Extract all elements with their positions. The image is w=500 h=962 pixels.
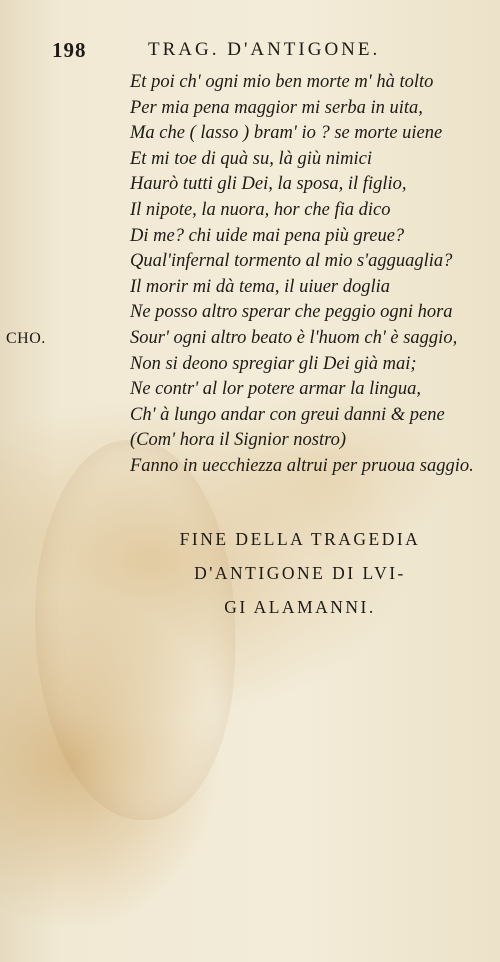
verse-line (80, 172, 480, 198)
verse-text: Haurò tutti gli Dei, la sposa, il figlio, (130, 174, 407, 195)
verse-line (80, 403, 480, 429)
verse-text: Per mia pena maggior mi serba in uita, (130, 97, 423, 118)
water-stain (35, 440, 235, 820)
verse-line (80, 275, 480, 301)
page-number: 198 (52, 38, 87, 62)
verse-text: (Com' hora il Signior nostro) (130, 430, 347, 451)
verse-line (80, 352, 480, 378)
verse-line (80, 224, 480, 250)
speaker-label: CHO. (6, 329, 46, 347)
verse-line (80, 70, 480, 96)
verse-text: Ne posso altro sperar che peggio ogni hora (130, 302, 453, 323)
verse-line (6, 326, 480, 352)
verse-line (80, 249, 480, 275)
colophon-line: D'ANTIGONE DI LVI- (194, 563, 406, 583)
verse-line (80, 121, 480, 147)
verse-text: Et mi toe di quà su, là giù nimici (130, 148, 373, 169)
page-header (52, 38, 452, 64)
verse-text: Fanno in uecchiezza altrui per pruoua saggio. (130, 455, 474, 476)
verse-line (80, 147, 480, 173)
verse-text: Non si deono spregiar gli Dei già mai; (130, 353, 417, 374)
verse-text: Ch' à lungo andar con greui danni & pene (130, 404, 445, 425)
verse-text: Ma che ( lasso ) bram' io ? se morte uiene (130, 123, 443, 144)
verse-text: Il nipote, la nuora, hor che fia dico (130, 199, 391, 220)
verse-text: Di me? chi uide mai pena più greue? (130, 225, 405, 246)
running-title: TRAG. D'ANTIGONE. (148, 39, 381, 60)
verse-text: Qual'infernal tormento al mio s'agguaglia? (130, 251, 453, 272)
verse-line (80, 198, 480, 224)
colophon-line: FINE DELLA TRAGEDIA (179, 529, 421, 549)
verse-line (80, 377, 480, 403)
verse-text: Il morir mi dà tema, il uiuer doglia (130, 276, 391, 297)
verse-text: Et poi ch' ogni mio ben morte m' hà tolto (130, 72, 434, 92)
verse-line (80, 96, 480, 122)
colophon (130, 522, 470, 624)
verse-text: Sour' ogni altro beato è l'huom ch' è saggio, (130, 327, 458, 348)
colophon-line: GI ALAMANNI. (224, 597, 376, 617)
verse-block (6, 70, 480, 480)
verse-text: Ne contr' al lor potere armar la lingua, (130, 379, 422, 400)
verse-line (80, 454, 480, 480)
verse-line (80, 428, 480, 454)
verse-line (80, 300, 480, 326)
